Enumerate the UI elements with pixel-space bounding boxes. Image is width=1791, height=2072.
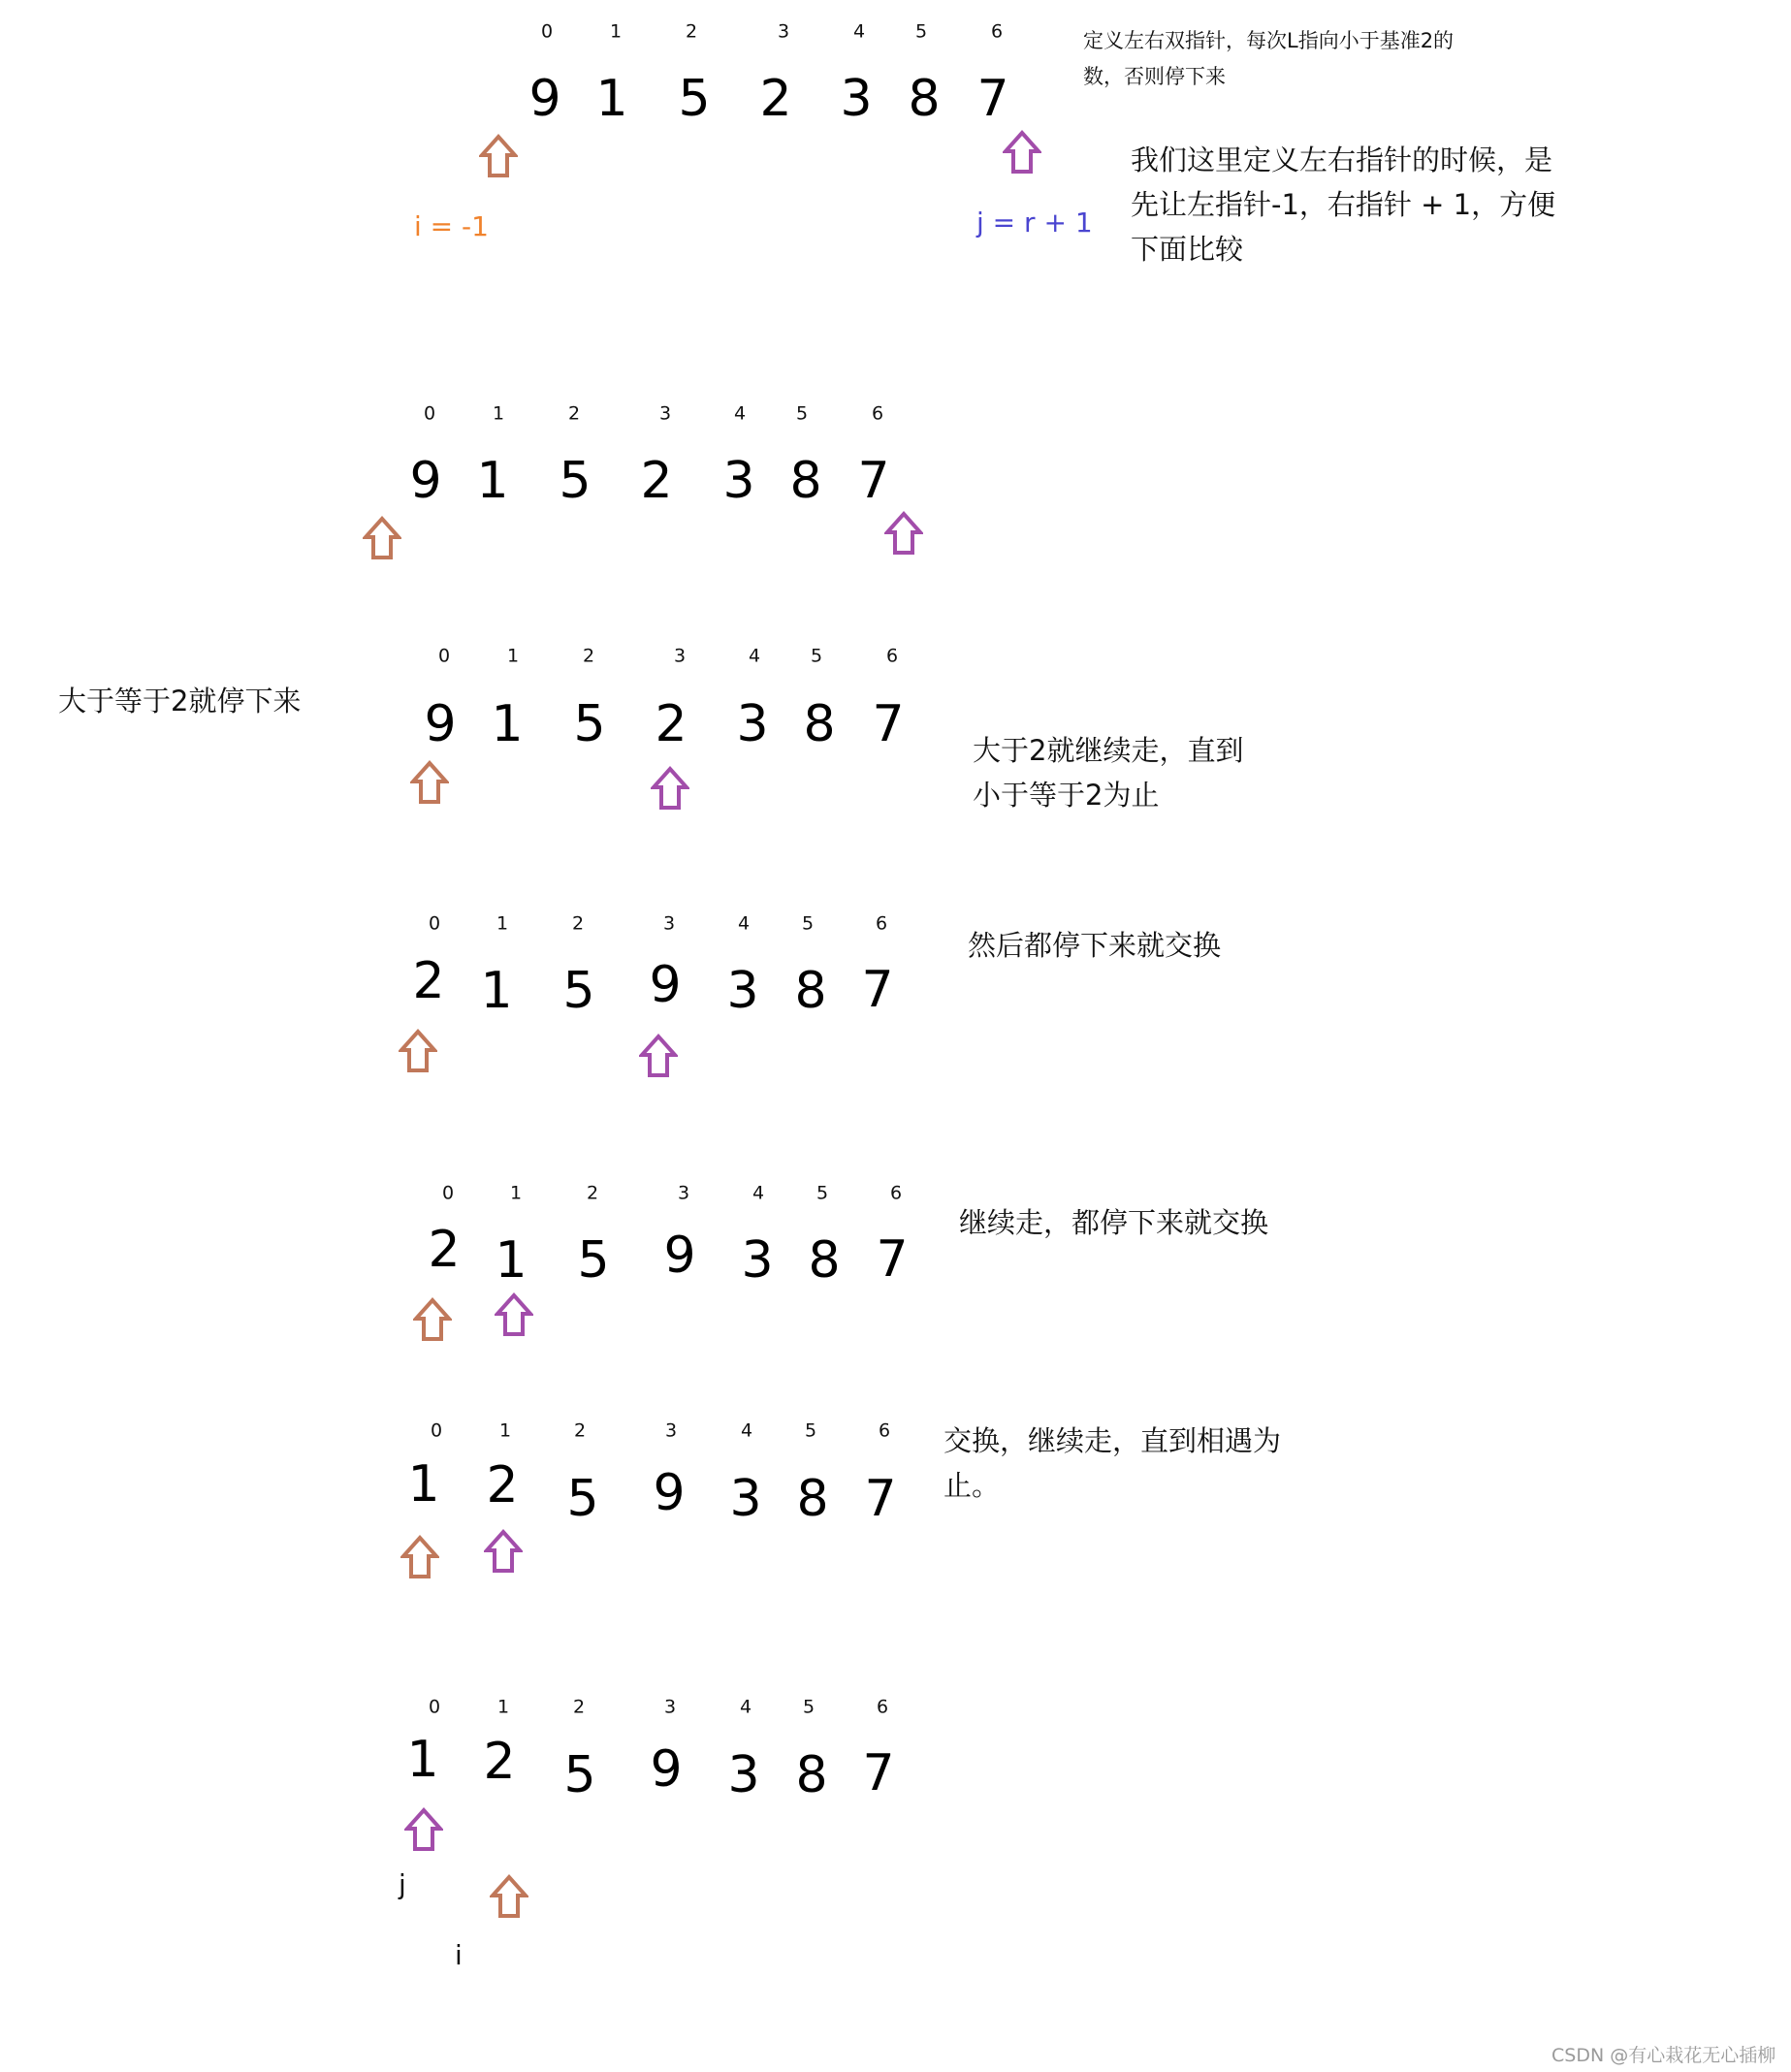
array-value: 9 bbox=[663, 1227, 696, 1285]
array-value: 7 bbox=[864, 1470, 897, 1528]
index-label: 0 bbox=[437, 645, 451, 667]
index-label: 0 bbox=[423, 402, 436, 425]
right-pointer-arrow-icon bbox=[1003, 130, 1041, 175]
array-value: 7 bbox=[976, 70, 1009, 128]
index-label: 2 bbox=[572, 1696, 586, 1718]
left-pointer-arrow-icon bbox=[490, 1874, 528, 1919]
array-value: 8 bbox=[908, 70, 941, 128]
right-pointer-arrow-icon bbox=[651, 766, 689, 811]
index-label: 0 bbox=[540, 20, 554, 43]
array-value: 3 bbox=[727, 1746, 760, 1804]
index-label: 6 bbox=[876, 1696, 889, 1718]
array-value: 3 bbox=[741, 1231, 774, 1290]
index-label: 0 bbox=[441, 1182, 455, 1204]
note-line: 继续走，都停下来就交换 bbox=[959, 1206, 1269, 1239]
index-label: 4 bbox=[748, 645, 761, 667]
index-label: 1 bbox=[496, 1696, 510, 1718]
array-value: 9 bbox=[649, 956, 682, 1014]
watermark: CSDN @有心栽花无心插柳 bbox=[1551, 2045, 1776, 2066]
left-pointer-arrow-icon bbox=[399, 1029, 437, 1073]
index-label: 3 bbox=[658, 402, 672, 425]
array-value: 2 bbox=[483, 1733, 516, 1791]
index-label: 0 bbox=[430, 1419, 443, 1442]
array-value: 1 bbox=[491, 695, 524, 753]
index-label: 3 bbox=[677, 1182, 690, 1204]
index-label: 0 bbox=[428, 912, 441, 935]
right-pointer-arrow-icon bbox=[404, 1807, 443, 1852]
note-line: 定义左右双指针，每次L指向小于基准2的 bbox=[1083, 29, 1455, 52]
index-label: 6 bbox=[889, 1182, 903, 1204]
array-value: 8 bbox=[789, 452, 822, 510]
index-label: 1 bbox=[496, 912, 509, 935]
index-label: 5 bbox=[804, 1419, 817, 1442]
note-line: 大于2就继续走，直到 bbox=[973, 734, 1244, 767]
right-pointer-arrow-icon bbox=[484, 1529, 523, 1574]
note-line: 交换，继续走，直到相遇为 bbox=[943, 1424, 1282, 1457]
index-label: 3 bbox=[673, 645, 687, 667]
array-value: 8 bbox=[795, 1746, 828, 1804]
note-line: 小于等于2为止 bbox=[973, 779, 1160, 812]
note-line: 先让左指针-1，右指针 + 1，方便 bbox=[1131, 188, 1556, 221]
array-value: 7 bbox=[861, 961, 894, 1019]
note-line: 下面比较 bbox=[1131, 233, 1244, 266]
array-value: 3 bbox=[729, 1470, 762, 1528]
array-value: 5 bbox=[678, 70, 711, 128]
array-value: 2 bbox=[412, 952, 445, 1010]
index-label: 2 bbox=[685, 20, 698, 43]
array-value: 2 bbox=[486, 1456, 519, 1514]
index-label: 5 bbox=[795, 402, 809, 425]
array-value: 7 bbox=[872, 695, 905, 753]
array-value: 1 bbox=[476, 452, 509, 510]
array-value: 3 bbox=[726, 962, 759, 1020]
array-value: 2 bbox=[759, 70, 792, 128]
note bbox=[959, 1200, 1268, 1245]
array-value: 5 bbox=[566, 1470, 599, 1528]
note-line: 我们这里定义左右指针的时候，是 bbox=[1131, 143, 1553, 176]
index-label: 3 bbox=[777, 20, 790, 43]
left-pointer-arrow-icon bbox=[363, 516, 401, 560]
array-value: 9 bbox=[409, 452, 442, 510]
array-value: 2 bbox=[640, 452, 673, 510]
array-value: 9 bbox=[650, 1740, 683, 1799]
index-label: 0 bbox=[428, 1696, 441, 1718]
array-value: 5 bbox=[563, 1746, 596, 1804]
index-label: 6 bbox=[990, 20, 1004, 43]
index-label: 1 bbox=[506, 645, 520, 667]
index-label: 2 bbox=[582, 645, 595, 667]
array-value: 9 bbox=[528, 70, 561, 128]
right-pointer-arrow-icon bbox=[639, 1034, 678, 1078]
array-value: 5 bbox=[562, 962, 595, 1020]
index-label: 5 bbox=[816, 1182, 829, 1204]
array-value: 8 bbox=[796, 1470, 829, 1528]
index-label: 4 bbox=[752, 1182, 765, 1204]
note-line: 然后都停下来就交换 bbox=[968, 929, 1222, 962]
index-label: 1 bbox=[509, 1182, 523, 1204]
array-value: 1 bbox=[407, 1455, 440, 1514]
left-pointer-arrow-icon bbox=[410, 760, 449, 805]
left-pointer-arrow-icon bbox=[413, 1297, 452, 1342]
array-value: 7 bbox=[857, 452, 890, 510]
index-label: 1 bbox=[498, 1419, 512, 1442]
index-label: 6 bbox=[871, 402, 884, 425]
note-small bbox=[1083, 23, 1454, 95]
left-pointer-arrow-icon bbox=[479, 134, 518, 178]
array-value: 3 bbox=[840, 70, 873, 128]
array-value: 2 bbox=[655, 695, 688, 753]
array-value: 1 bbox=[495, 1231, 528, 1290]
index-label: 2 bbox=[586, 1182, 599, 1204]
note-line: 止。 bbox=[943, 1469, 1001, 1502]
array-value: 8 bbox=[794, 962, 827, 1020]
index-label: 4 bbox=[739, 1696, 752, 1718]
note bbox=[943, 1419, 1281, 1508]
array-value: 8 bbox=[803, 695, 836, 753]
note bbox=[968, 923, 1221, 968]
index-label: 2 bbox=[573, 1419, 587, 1442]
index-label: 4 bbox=[737, 912, 751, 935]
index-label: 4 bbox=[733, 402, 747, 425]
index-label: 5 bbox=[914, 20, 928, 43]
index-label: 1 bbox=[492, 402, 505, 425]
index-label: 2 bbox=[567, 402, 581, 425]
note-big bbox=[1131, 138, 1555, 271]
right-pointer-arrow-icon bbox=[884, 511, 923, 556]
array-value: 3 bbox=[736, 695, 769, 753]
array-value: 8 bbox=[808, 1231, 841, 1290]
note-line: 数，否则停下来 bbox=[1083, 65, 1226, 88]
array-value: 1 bbox=[480, 962, 513, 1020]
index-label: 2 bbox=[571, 912, 585, 935]
array-value: 1 bbox=[406, 1731, 439, 1789]
array-value: 2 bbox=[428, 1221, 461, 1279]
index-label: 6 bbox=[885, 645, 899, 667]
j-pointer-label: j bbox=[399, 1868, 406, 1900]
array-value: 5 bbox=[577, 1231, 610, 1290]
index-label: 5 bbox=[801, 912, 815, 935]
index-label: 3 bbox=[662, 912, 676, 935]
index-label: 6 bbox=[878, 1419, 891, 1442]
index-label: 1 bbox=[609, 20, 623, 43]
index-label: 6 bbox=[875, 912, 888, 935]
array-value: 1 bbox=[595, 70, 628, 128]
array-value: 7 bbox=[876, 1230, 909, 1289]
index-label: 3 bbox=[663, 1696, 677, 1718]
i-pointer-label: i = -1 bbox=[414, 210, 489, 242]
index-label: 5 bbox=[810, 645, 823, 667]
i-pointer-label: i bbox=[455, 1939, 463, 1971]
array-value: 5 bbox=[559, 452, 592, 510]
left-note: 大于等于2就停下来 bbox=[58, 685, 302, 717]
note bbox=[973, 728, 1243, 817]
array-value: 9 bbox=[653, 1464, 686, 1522]
left-pointer-arrow-icon bbox=[400, 1535, 439, 1579]
index-label: 4 bbox=[852, 20, 866, 43]
right-pointer-arrow-icon bbox=[495, 1292, 533, 1337]
index-label: 3 bbox=[664, 1419, 678, 1442]
array-value: 3 bbox=[722, 452, 755, 510]
array-value: 5 bbox=[573, 695, 606, 753]
index-label: 4 bbox=[740, 1419, 753, 1442]
array-value: 7 bbox=[862, 1744, 895, 1802]
j-pointer-label: j = r + 1 bbox=[976, 207, 1093, 239]
index-label: 5 bbox=[802, 1696, 816, 1718]
array-value: 9 bbox=[424, 695, 457, 753]
